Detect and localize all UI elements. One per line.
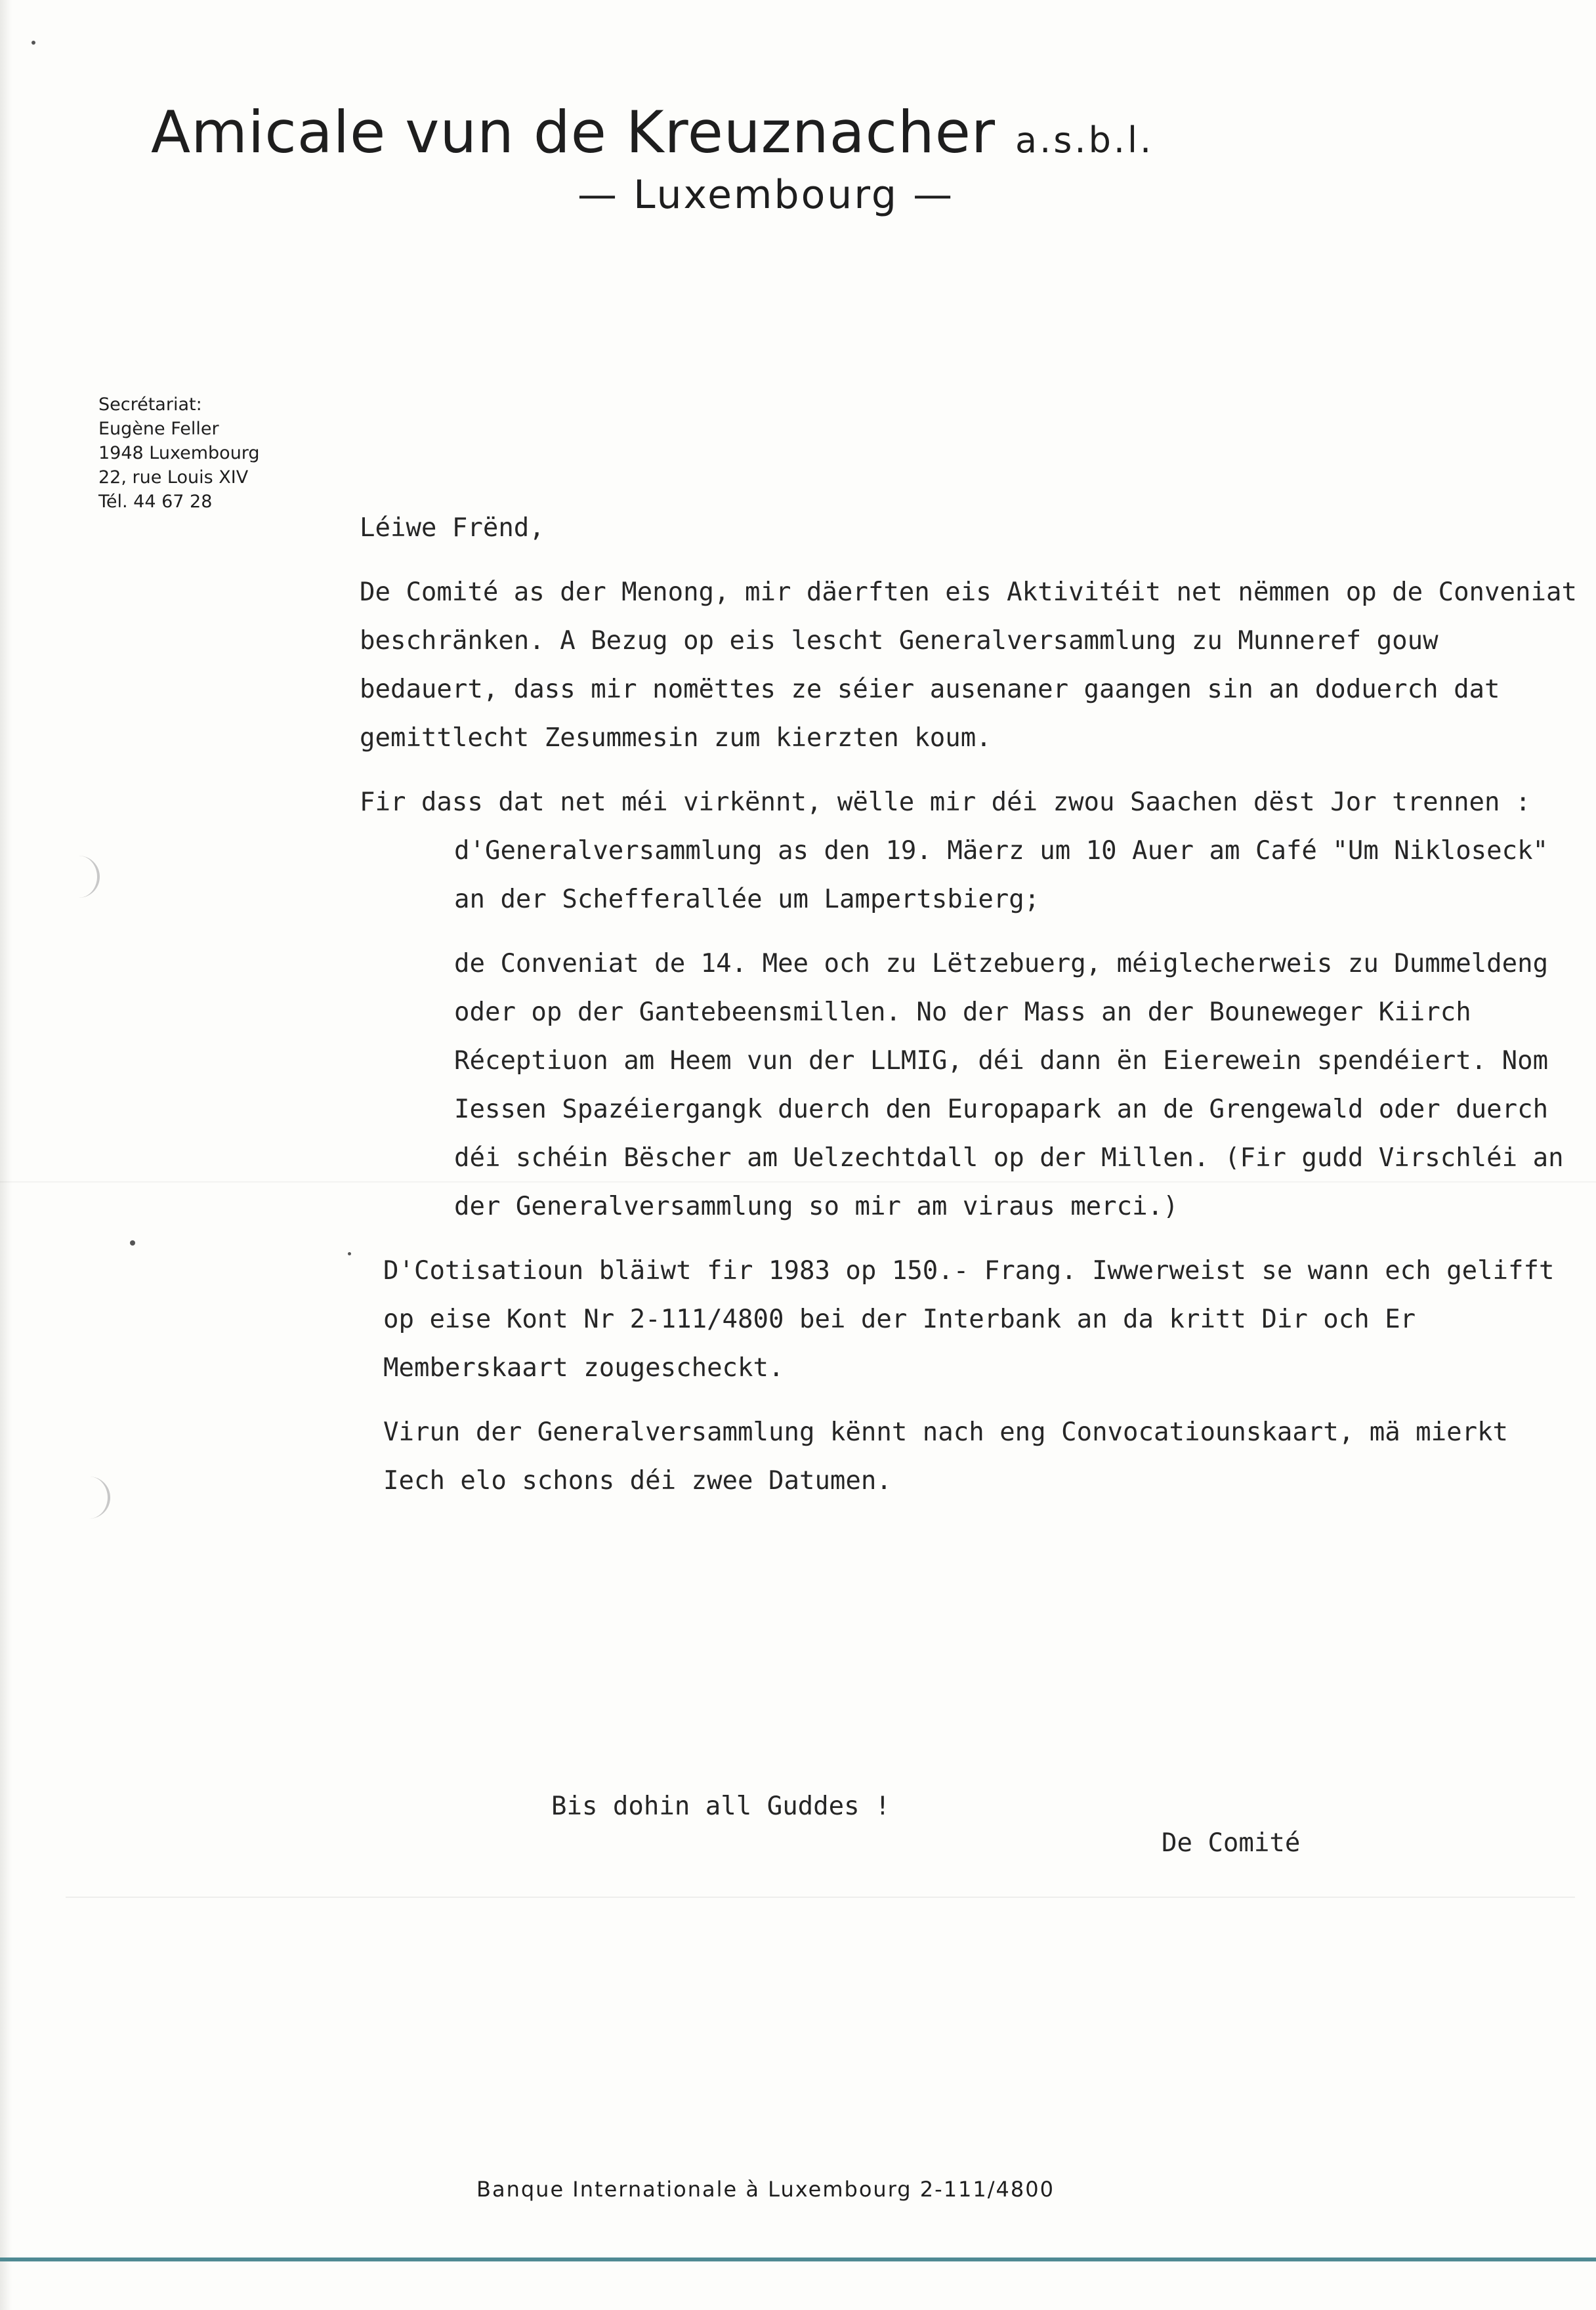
paragraph: De Comité as der Menong, mir däerften eis Aktivitéit net nëmmen op de Conveniat beschränken. A Bezug op eis lescht Generalversammlung zu Munneref gouw bedauert, dass mir nomëttes ze séier ausenaner gaangen sin an doduerch dat gemittlecht Zesummesin zum kierzten koum. [360, 578, 1577, 753]
paragraph-membership-fee: D'Cotisatioun bläiwt fir 1983 op 150.- Frang. Iwwerweist se wann ech gelifft op eise Kont Nr 2-111/4800 bei der Interbank an da kritt Dir och Er Memberskaart zougescheckt. [383, 1256, 1555, 1383]
secretariat-address [98, 392, 348, 514]
punch-hole-bottom [84, 1477, 110, 1519]
secretariat-city: 1948 Luxembourg [98, 443, 260, 463]
letterhead-title [151, 98, 1463, 166]
secretariat-street: 22, rue Louis XIV [98, 467, 249, 488]
paragraph-convocation: Virun der Generalversammlung kënnt nach eng Convocatiounskaart, mä mierkt Iech elo schons déi zwee Datumen. [383, 1418, 1509, 1496]
secretariat-phone: Tél. 44 67 28 [98, 492, 213, 512]
footer-bank-details: Banque Internationale à Luxembourg 2-111/4800 [476, 2177, 1055, 2202]
salutation: Léiwe Frënd, [360, 513, 545, 543]
scan-bottom-band [0, 2258, 1596, 2261]
event-item-general-assembly: d'Generalversammlung as den 19. Mäerz um 10 Auer am Café "Um Nikloseck" an der Schefferallée um Lampertsbierg; [454, 836, 1549, 914]
letter-body [360, 504, 1580, 1521]
divider [66, 1897, 1575, 1898]
signature: De Comité [1162, 1828, 1301, 1858]
event-item-conveniat: de Conveniat de 14. Mee och zu Lëtzebuerg, méiglecherweis zu Dummeldeng oder op der Gantebeensmillen. No der Mass an der Bouneweger Kiirch Réceptiuon am Heem vun der LLMIG, déi dann ën Eierewein spendéiert. Nom Iessen Spazéiergangk duerch den Europapark an de Grengewald oder duerch déi schéin Bëscher am Uelzechtdall op der Millen. (Fir gudd Virschléi an der Generalversammlung so mir am viraus merci.) [454, 949, 1564, 1221]
letterhead-location: — Luxembourg — [578, 172, 955, 218]
legal-form: a.s.b.l. [1015, 119, 1154, 161]
closing-line: Bis dohin all Guddes ! [551, 1792, 891, 1821]
ink-speck [32, 41, 35, 45]
ink-speck [130, 1240, 135, 1246]
closing-paragraphs [360, 1247, 1580, 1505]
ink-speck [348, 1252, 351, 1255]
punch-hole-top [74, 856, 100, 898]
event-list [360, 827, 1580, 1231]
secretariat-name: Eugène Feller [98, 419, 219, 439]
scan-edge [0, 0, 12, 2310]
organization-name: Amicale vun de Kreuznacher [151, 98, 996, 166]
secretariat-label: Secrétariat: [98, 394, 202, 415]
paragraph: Fir dass dat net méi virkënnt, wëlle mir déi zwou Saachen dëst Jor trennen : [360, 788, 1531, 817]
